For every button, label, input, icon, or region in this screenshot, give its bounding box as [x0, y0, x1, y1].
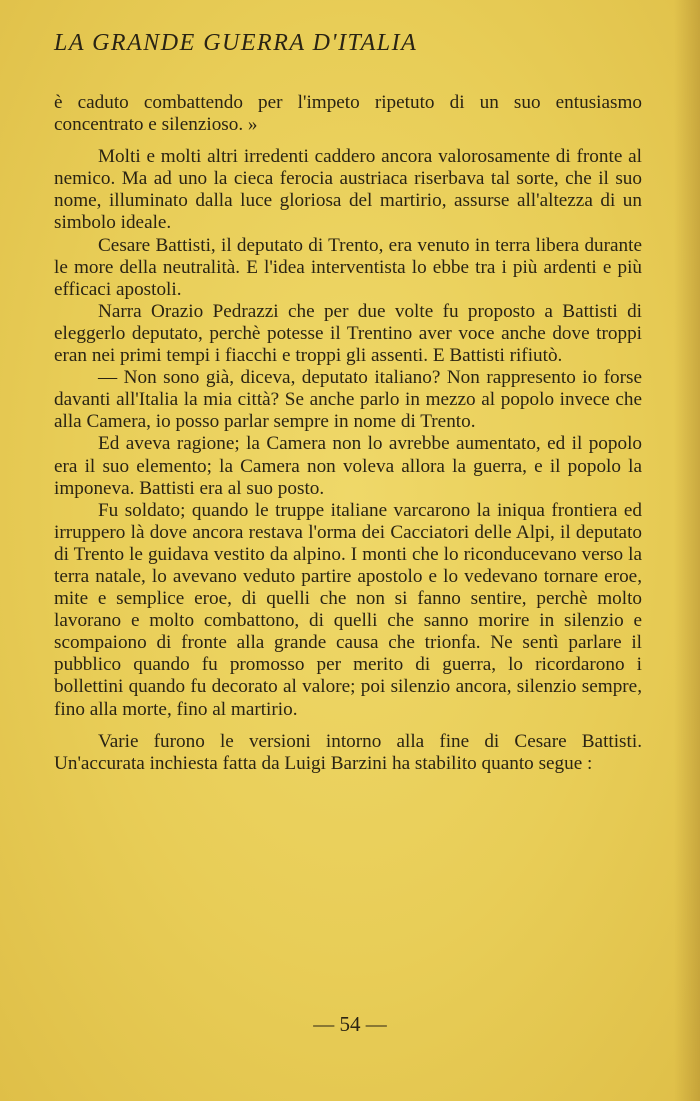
paragraph: è caduto combattendo per l'impeto ripetuto di un suo entusiasmo concentrato e silenzioso. » — [54, 92, 642, 136]
paragraph: Narra Orazio Pedrazzi che per due volte fu proposto a Battisti di eleggerlo deputato, perchè potesse il Trentino aver voce anche dove troppi eran nei primi tempi i fiacchi e troppi gli assenti. E Battisti rifiutò. — [54, 300, 642, 367]
paragraph: Cesare Battisti, il deputato di Trento, era venuto in terra libera durante le more della neutralità. E l'idea interventista lo ebbe tra i più ardenti e più efficaci apostoli. — [54, 234, 642, 300]
page-number: — 54 — — [313, 1012, 387, 1036]
paragraph: Molti e molti altri irredenti caddero ancora valorosamente di fronte al nemico. Ma ad uno la cieca ferocia austriaca riserbava tal sorte, che il suo nome, illuminato dalla luce gloriosa del martirio, assurse all'altezza di un simbolo ideale. — [54, 146, 642, 234]
body-text — [54, 84, 642, 775]
paragraph: Fu soldato; quando le truppe italiane varcarono la iniqua frontiera ed irruppero là dove ancora restava l'orma dei Cacciatori delle Alpi, il deputato di Trento le guidava vestito da alpino. I monti che lo riconducevano verso la terra natale, lo avevano veduto partire apostolo e lo vedevano tornare eroe, mite e semplice eroe, di quelli che non si fanno sentire, perchè molto lavorano e molto combattono, di quelli che sanno morire in silenzio e scompaiono di fronte alla grande causa che trionfa. Ne sentì parlare il pubblico quando fu promosso per merito di guerra, lo ricordarono i bollettini quando fu decorato al valore; poi silenzio ancora, silenzio sempre, fino alla morte, fino al martirio. — [54, 499, 642, 720]
paragraph: — Non sono già, diceva, deputato italiano? Non rappresento io forse davanti all'Italia la mia città? Se anche parlo in mezzo al popolo invece che alla Camera, io posso parlar sempre in nome di Trento. — [54, 367, 642, 433]
paragraph: Varie furono le versioni intorno alla fine di Cesare Battisti. Un'accurata inchiesta fatta da Luigi Barzini ha stabilito quanto segue : — [54, 730, 642, 774]
running-head: LA GRANDE GUERRA D'ITALIA — [54, 30, 418, 56]
paragraph: Ed aveva ragione; la Camera non lo avrebbe aumentato, ed il popolo era il suo elemento; la Camera non voleva allora la guerra, e il popolo la imponeva. Battisti era al suo posto. — [54, 433, 642, 499]
